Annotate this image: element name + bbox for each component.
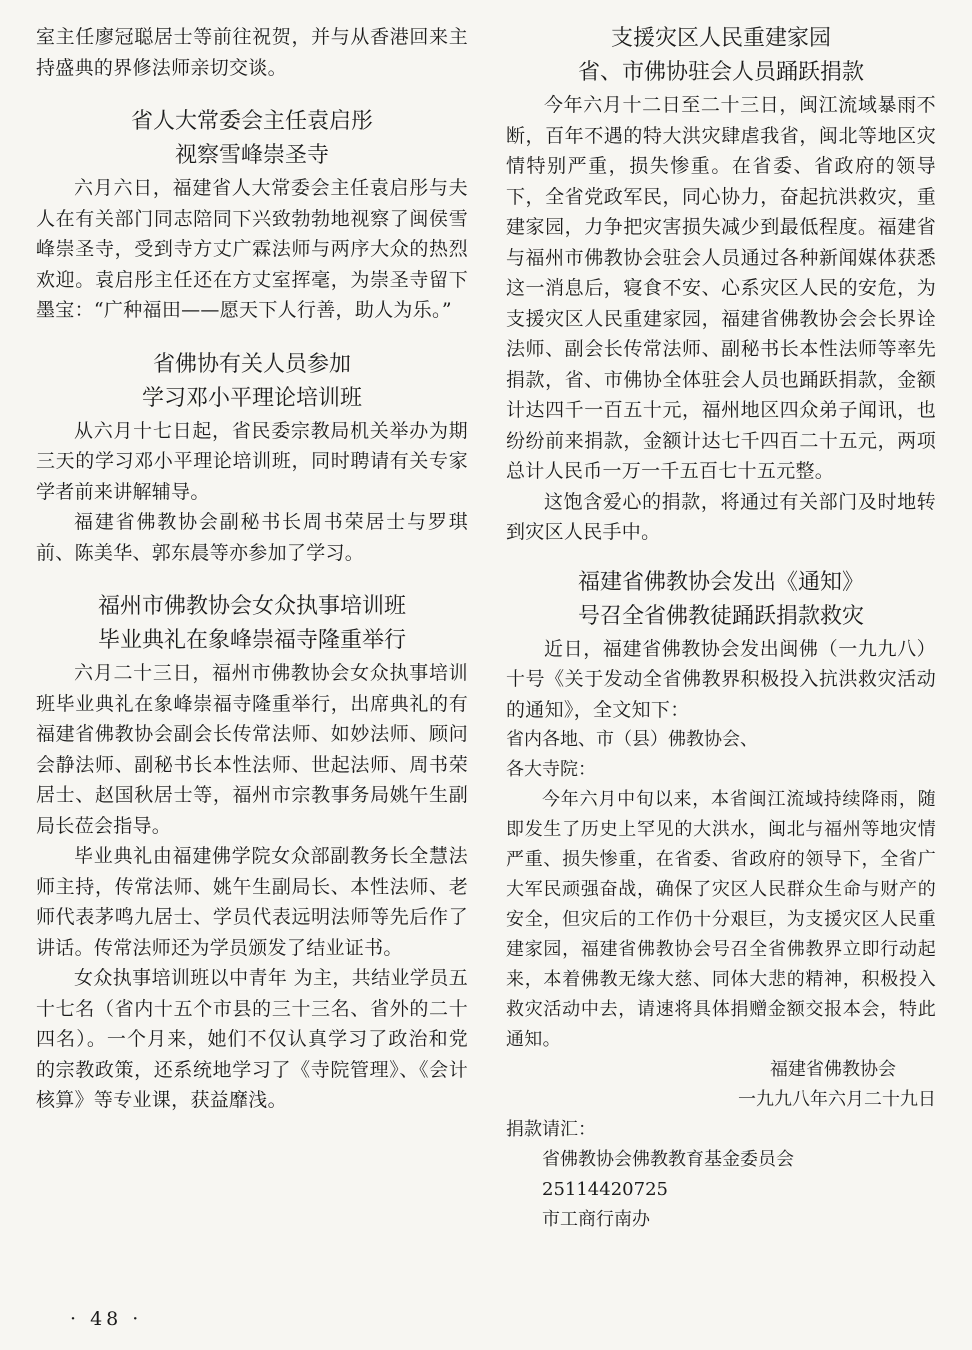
article5-title-line1: 福建省佛教协会发出《通知》: [577, 569, 864, 595]
article3-title-line2: 毕业典礼在象峰崇福寺隆重举行: [97, 628, 406, 653]
article1-paragraph: 六月六日，福建省人大常委会主任袁启彤与夫人在有关部门同志陪同下兴致勃勃地视察了闽侯雪峰崇圣寺，受到寺方丈广霖法师与两序大众的热烈欢迎。袁启彤主任还在方丈室挥毫，为崇圣寺留下墨宝：“广种福田——愿天下人行善，助人为乐。”: [36, 177, 468, 321]
article4-paragraph2: 这饱含爱心的捐款，将通过有关部门及时地转到灾区人民手中。: [506, 490, 936, 543]
article3-headline: [36, 590, 468, 658]
article5-title-line2: 号召全省佛教徒踊跃捐款救灾: [577, 603, 864, 629]
article1-headline: [36, 105, 468, 173]
article5-paragraph1: 近日，福建省佛教协会发出闽佛（一九九八）十号《关于发动全省佛教界积极投入抗洪救灾活动的通知》，全文知下：: [506, 637, 936, 721]
remit-label: 捐款请汇：: [506, 1119, 596, 1140]
article2-title-line1: 省佛协有关人员参加: [152, 351, 351, 377]
page-number: · 48 ·: [70, 1308, 143, 1330]
right-column: [506, 22, 936, 1235]
intro-paragraph: 室主任廖冠聪居士等前往祝贺，并与从香港回来主持盛典的界修法师亲切交谈。: [36, 26, 468, 79]
notice-signature-date: 一九九八年六月二十九日: [738, 1089, 936, 1110]
article4-title-line2: 省、市佛协驻会人员踊跃捐款: [577, 60, 864, 85]
notice-signature-org: 福建省佛教协会: [770, 1059, 896, 1080]
remit-name: 省佛教协会佛教教育基金委员会: [542, 1149, 794, 1170]
article4-headline: [506, 22, 936, 90]
article3-paragraph3: 女众执事培训班以中青年 为主，共结业学员五十七名（省内十五个市县的三十三名、省外的二十四名）。一个月来，她们不仅认真学习了政治和党的宗教政策，还系统地学习了《寺院管理》、《会计核算》等专业课，获益靡浅。: [36, 967, 468, 1111]
article2-title-line2: 学习邓小平理论培训班: [141, 385, 362, 411]
article3-paragraph1: 六月二十三日，福州市佛教协会女众执事培训班毕业典礼在象峰崇福寺隆重举行，出席典礼的有福建省佛教协会副会长传常法师、如妙法师、顾问会静法师、副秘书长本性法师、世起法师、周书荣居士、赵国秋居士等，福州市宗教事务局姚午生副局长莅会指导。: [36, 662, 468, 837]
article4-title-line1: 支援灾区人民重建家园: [610, 26, 831, 51]
left-column: [36, 22, 468, 1116]
notice-addressee1: 省内各地、市（县）佛教协会、: [506, 729, 758, 750]
article3-title-line1: 福州市佛教协会女众执事培训班: [97, 594, 406, 619]
remit-account: 25114420725: [542, 1179, 668, 1200]
article4-paragraph1: 今年六月十二日至二十三日，闽江流域暴雨不断，百年不遇的特大洪灾肆虐我省，闽北等地区灾情特别严重，损失惨重。在省委、省政府的领导下，全省党政军民，同心协力，奋起抗洪救灾，重建家园，力争把灾害损失减少到最低程度。福建省与福州市佛教协会驻会人员通过各种新闻媒体获悉这一消息后，寝食不安、心系灾区人民的安危，为支援灾区人民重建家园，福建省佛教协会会长界诠法师、副会长传常法师、副秘书长本性法师等率先捐款，省、市佛协全体驻会人员也踊跃捐款，金额计达四千一百五十元，福州地区四众弟子闻讯，也纷纷前来捐款，金额计达七千四百二十五元，两项总计人民币一万一千五百七十五元整。: [506, 94, 936, 482]
article5-headline: [506, 566, 936, 634]
article1-title-line1: 省人大常委会主任袁启彤: [130, 109, 373, 134]
article2-headline: [36, 348, 468, 416]
article2-paragraph2: 福建省佛教协会副秘书长周书荣居士与罗琪前、陈美华、郭东晨等亦参加了学习。: [36, 511, 468, 564]
article2-paragraph1: 从六月十七日起，省民委宗教局机关举办为期三天的学习邓小平理论培训班，同时聘请有关专家学者前来讲解辅导。: [36, 419, 468, 503]
notice-body: 今年六月中旬以来，本省闽江流域持续降雨，随即发生了历史上罕见的大洪水，闽北与福州等地灾情严重、损失惨重，在省委、省政府的领导下，全省广大军民顽强奋战，确保了灾区人民群众生命与财产的安全，但灾后的工作仍十分艰巨，为支援灾区人民重建家园，福建省佛教协会号召全省佛教界立即行动起来，本着佛教无缘大慈、同体大悲的精神，积极投入救灾活动中去，请速将具体捐赠金额交报本会，特此通知。: [506, 789, 936, 1050]
notice-addressee2: 各大寺院：: [506, 759, 596, 780]
remit-bank: 市工商行南办: [542, 1209, 650, 1230]
article3-paragraph2: 毕业典礼由福建佛学院女众部副教务长全慧法师主持，传常法师、姚午生副局长、本性法师、老师代表茅鸣九居士、学员代表远明法师等先后作了讲话。传常法师还为学员颁发了结业证书。: [36, 845, 468, 959]
article1-title-line2: 视察雪峰崇圣寺: [174, 143, 329, 168]
